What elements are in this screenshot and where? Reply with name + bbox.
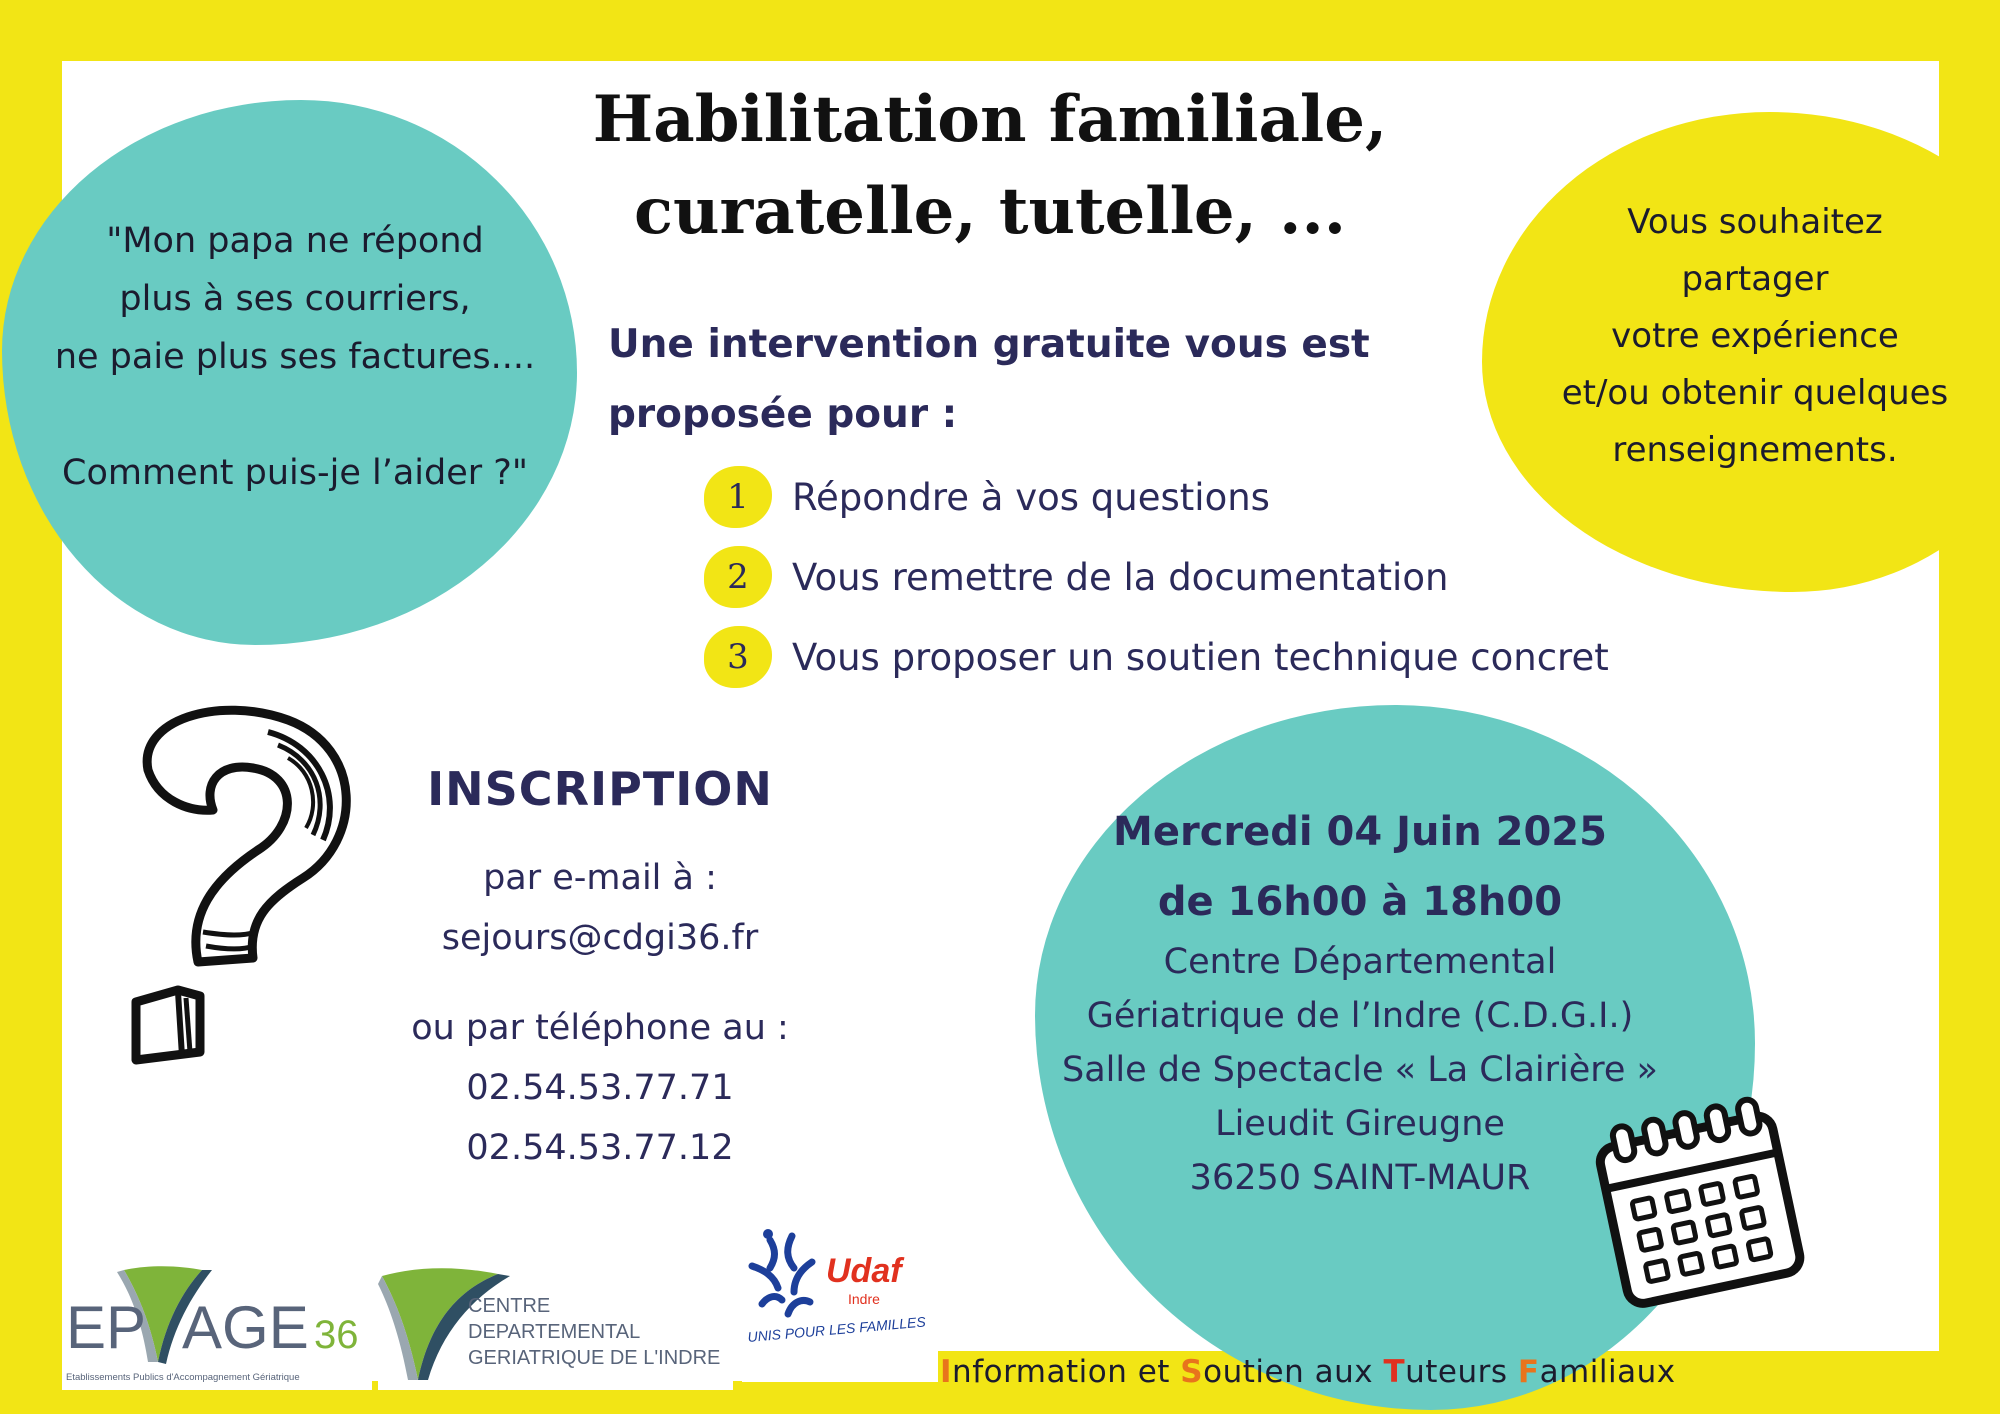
inscription-gap [360,968,840,998]
inscription-heading: INSCRIPTION [427,762,773,816]
footer-sep-1: et [1127,1354,1181,1390]
title-line-2: curatelle, tutelle, ... [634,174,1346,249]
cdgi-logo [378,1262,733,1390]
subtitle-line-2: proposée pour : [608,392,958,437]
cdgi-line-3: GERIATRIQUE DE L'INDRE [468,1347,721,1369]
event-date: Mercredi 04 Juin 2025 [1113,809,1607,855]
footer-letter-t: T [1383,1354,1406,1390]
udaf-name: Udaf [826,1252,902,1290]
step-2 [704,546,1704,610]
venue-line-2: Gériatrique de l’Indre (C.D.G.I.) [1086,996,1634,1036]
step-3 [704,626,1704,690]
phone-label: ou par téléphone au : [411,1008,789,1048]
quote-line-2: plus à ses courriers, [119,279,471,319]
footer-sep-2: aux [1304,1354,1384,1390]
subtitle-line-1: Une intervention gratuite vous est [608,322,1370,367]
share-line-5: renseignements. [1612,430,1898,470]
share-line-1: Vous souhaitez [1627,202,1883,242]
step-1-text: Répondre à vos questions [792,476,1270,519]
footer-letter-s: S [1180,1354,1204,1390]
step-3-text: Vous proposer un soutien technique concret [792,636,1609,679]
phone-number-1[interactable]: 02.54.53.77.71 [466,1068,734,1108]
step-1-number: 1 [704,466,772,528]
footer-tagline [940,1354,1676,1390]
cdgi-logo-mark [378,1262,733,1390]
footer-word-4: amiliaux [1539,1354,1676,1390]
step-2-number: 2 [704,546,772,608]
epage-ep-text: EP [66,1294,147,1361]
venue-line-1: Centre Départemental [1163,942,1557,982]
quote-gap [40,386,550,444]
quote-line-4: Comment puis-je l’aider ?" [62,453,528,493]
quote-line-3: ne paie plus ses factures.... [54,337,536,377]
footer-word-2: outien [1203,1354,1305,1390]
footer-word-3: uteurs [1405,1354,1508,1390]
share-text [1525,194,1985,479]
cdgi-line-2: DEPARTEMENTAL [468,1321,641,1343]
calendar-icon [1588,1090,1808,1310]
footer-letter-i: I [940,1354,953,1390]
footer-sep-3 [1508,1354,1518,1390]
phone-number-2[interactable]: 02.54.53.77.12 [466,1128,734,1168]
step-2-text: Vous remettre de la documentation [792,556,1449,599]
venue-line-5: 36250 SAINT-MAUR [1189,1158,1531,1198]
event-time: de 16h00 à 18h00 [1157,879,1563,925]
cdgi-line-1: CENTRE [468,1295,551,1317]
share-line-2: partager [1681,259,1829,299]
step-3-number: 3 [704,626,772,688]
event-datetime [1060,797,1660,937]
quote-line-1: "Mon papa ne répond [106,221,484,261]
udaf-region: Indre [848,1291,880,1307]
epage-tagline-text: Etablissements Publics d'Accompagnement Gériatrique [66,1372,300,1383]
share-line-4: et/ou obtenir quelques [1561,373,1949,413]
question-mark-icon [118,700,368,1080]
epage-age-text: AGE [182,1294,309,1361]
email-address[interactable]: sejours@cdgi36.fr [441,918,759,958]
udaf-logo [742,1222,938,1382]
venue-line-4: Lieudit Gireugne [1215,1104,1505,1144]
share-line-3: votre expérience [1611,316,1899,356]
epage36-logo [62,1262,372,1390]
quote-text [40,212,550,502]
footer-letter-f: F [1517,1354,1540,1390]
title-line-1: Habilitation familiale, [592,82,1388,157]
subtitle [608,310,1508,450]
udaf-logo-mark [742,1222,938,1382]
epage-number-text: 36 [314,1313,359,1357]
footer-word-1: nformation [952,1354,1128,1390]
step-1 [704,466,1704,530]
email-label: par e-mail à : [483,858,717,898]
udaf-tagline: UNIS POUR LES FAMILLES [746,1313,927,1345]
venue-line-3: Salle de Spectacle « La Clairière » [1062,1050,1658,1090]
inscription-details [360,848,840,1178]
epage36-logo-mark [62,1262,372,1390]
page-title [500,74,1480,258]
